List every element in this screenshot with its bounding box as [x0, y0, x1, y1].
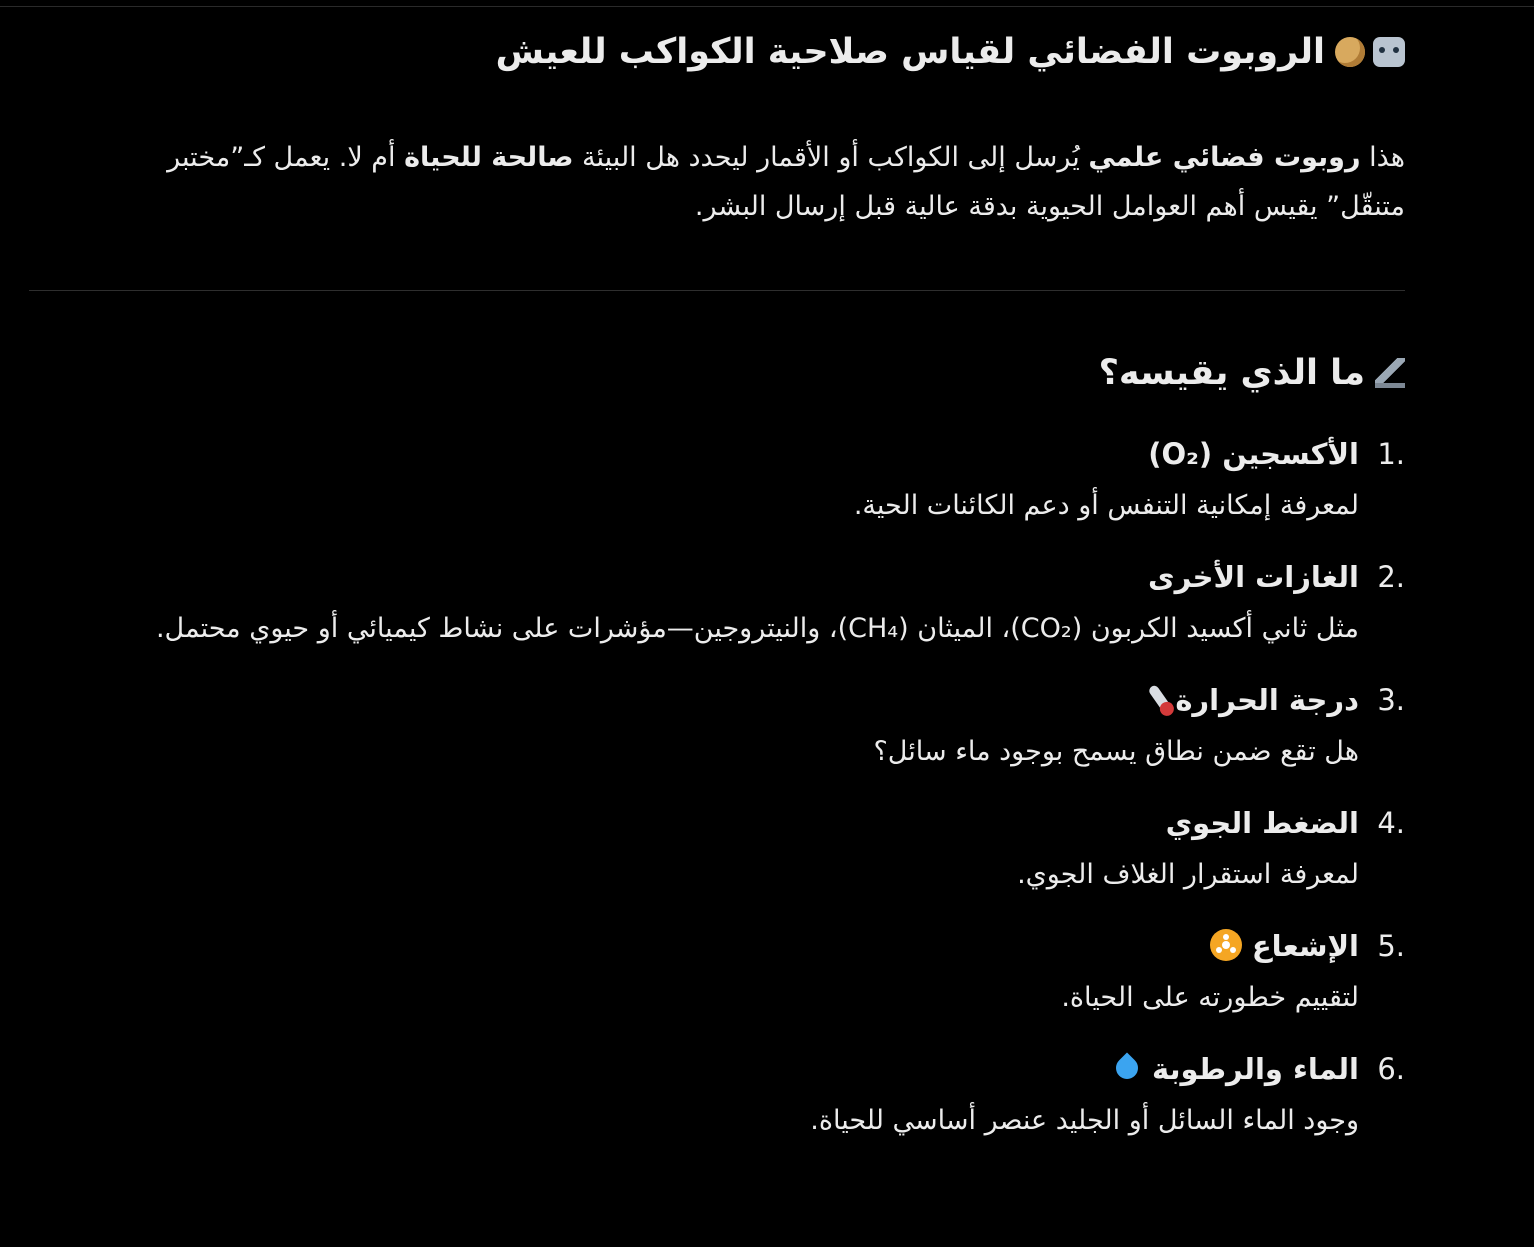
thermometer-icon: [1148, 684, 1173, 714]
item-title: [29, 1043, 1359, 1095]
item-description: وجود الماء السائل أو الجليد عنصر أساسي للحياة.: [810, 1105, 1359, 1136]
section-divider: [29, 290, 1405, 291]
section-title-text: ما الذي يقيسه؟: [1098, 353, 1365, 393]
item-number: 2.: [1377, 560, 1405, 594]
item-title-text: الضغط الجوي: [1165, 806, 1359, 840]
list-item: [29, 674, 1405, 777]
item-title-text: الأكسجين (O₂): [1148, 437, 1359, 471]
item-number: 4.: [1377, 806, 1405, 840]
item-title: [29, 674, 1359, 726]
item-title-text: درجة الحرارة: [1175, 683, 1359, 717]
intro-bold-1: روبوت فضائي علمي: [1088, 142, 1361, 173]
list-item: [29, 551, 1405, 654]
list-item: [29, 920, 1405, 1023]
robot-icon: [1373, 37, 1405, 67]
page-title: [496, 24, 1405, 80]
top-border: [0, 6, 1534, 7]
item-description: هل تقع ضمن نطاق يسمح بوجود ماء سائل؟: [873, 736, 1359, 767]
item-number: 1.: [1377, 437, 1405, 471]
item-description: لتقييم خطورته على الحياة.: [1061, 982, 1359, 1013]
item-number: 5.: [1377, 929, 1405, 963]
item-title: [29, 797, 1359, 849]
droplet-icon: [1111, 1052, 1142, 1083]
list-item: [29, 1043, 1405, 1146]
item-title: [29, 920, 1359, 972]
list-item: [29, 428, 1405, 531]
item-description: مثل ثاني أكسيد الكربون (CO₂)، الميثان (CH₄)، والنيتروجين—مؤشرات على نشاط كيميائي أو حيوي محتمل.: [155, 613, 1359, 644]
item-title: [29, 551, 1359, 603]
intro-bold-2: صالحة للحياة: [404, 142, 574, 173]
item-title-text: الإشعاع: [1251, 929, 1359, 963]
radioactive-icon: [1210, 929, 1242, 961]
intro-paragraph: [143, 133, 1405, 231]
ringed-planet-icon: [1335, 37, 1365, 67]
item-description: لمعرفة استقرار الغلاف الجوي.: [1017, 859, 1359, 890]
intro-text-1: هذا: [1360, 142, 1405, 173]
intro-text-2: يُرسل إلى الكواكب أو الأقمار ليحدد هل البيئة: [573, 142, 1089, 173]
item-number: 3.: [1377, 683, 1405, 717]
microscope-icon: [1375, 358, 1405, 388]
list-item: [29, 797, 1405, 900]
item-description: لمعرفة إمكانية التنفس أو دعم الكائنات الحية.: [853, 490, 1359, 521]
measurements-list: [29, 428, 1405, 1166]
intro-text-3: أم لا. يعمل كـ”مختبر متنقّل” يقيس أهم العوامل الحيوية بدقة عالية قبل إرسال البشر.: [167, 142, 1405, 222]
item-title-text: الماء والرطوبة: [1152, 1052, 1359, 1086]
item-title: [29, 428, 1359, 480]
page-title-text: الروبوت الفضائي لقياس صلاحية الكواكب للعيش: [495, 32, 1325, 72]
section-title: [1099, 345, 1405, 401]
item-title-text: الغازات الأخرى: [1147, 560, 1359, 594]
item-number: 6.: [1377, 1052, 1405, 1086]
